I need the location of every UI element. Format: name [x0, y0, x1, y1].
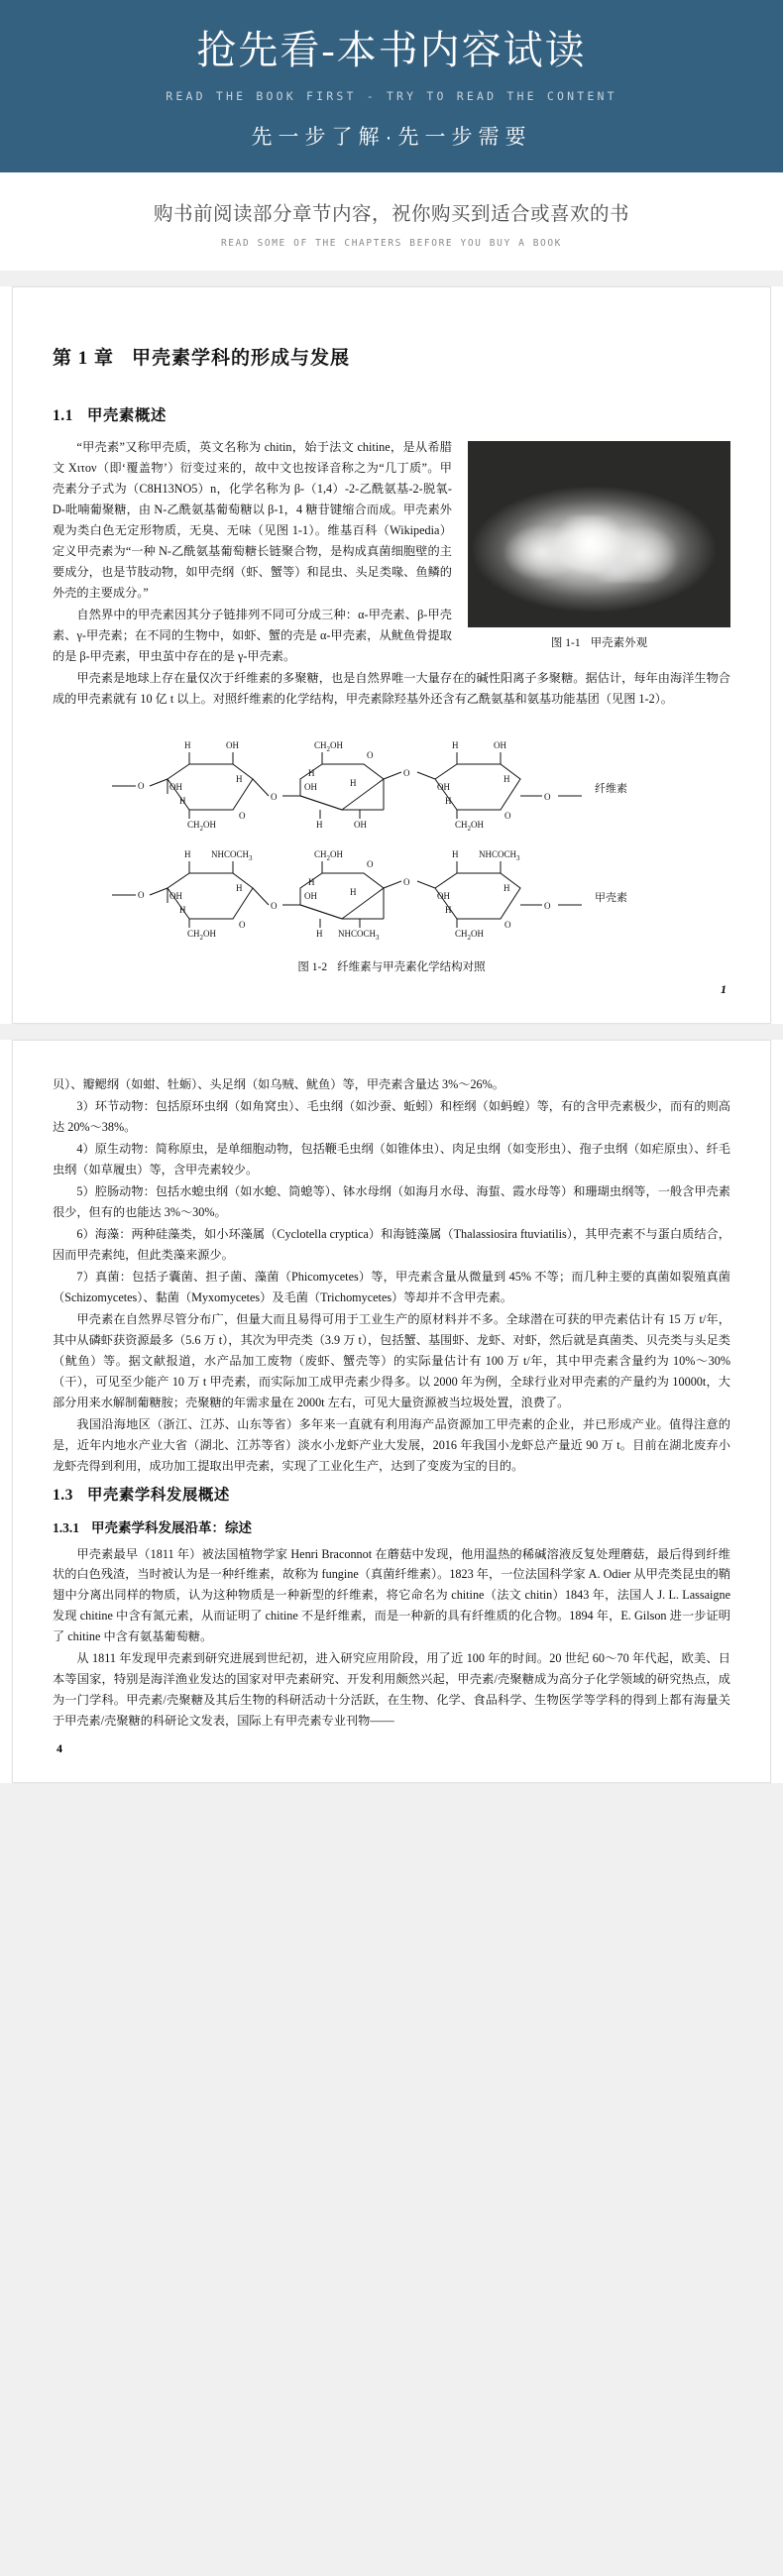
- svg-text:H: H: [308, 767, 315, 778]
- banner-subtitle-cn: 先一步了解·先一步需要: [251, 126, 532, 149]
- figure-1-2-text: 纤维素与甲壳素化学结构对照: [337, 960, 486, 973]
- figure-1-2: [53, 711, 730, 974]
- svg-text:H: H: [184, 739, 191, 750]
- paragraph: 6）海藻：两种硅藻类，如小环藻属（Cyclotella cryptica）和海链藻属（Thalassiosira ftuviatilis），其甲壳素不与蛋白质结合，因而甲壳素纯，但此类藻来源少。: [53, 1226, 730, 1262]
- subheader-en: READ SOME OF THE CHAPTERS BEFORE YOU BUY A BOOK: [220, 238, 562, 249]
- svg-text:O: O: [544, 900, 551, 911]
- chemical-structure-diagram: [94, 725, 689, 952]
- svg-text:CH2OH: $CH_2OH$: [455, 819, 485, 833]
- svg-text:OH: OH: [169, 781, 182, 792]
- section-number-1-3-1: 1.3.1: [53, 1519, 79, 1535]
- svg-text:H: H: [308, 876, 315, 887]
- svg-text:NHCOCH3: $NHCOCH_3$: [211, 848, 253, 862]
- page-tail-gap: [0, 1783, 783, 1801]
- figure-1-2-caption: [53, 958, 730, 974]
- svg-text:O: O: [367, 749, 374, 760]
- page-gap: [0, 271, 783, 286]
- svg-text:OH: OH: [226, 739, 239, 750]
- svg-text:OH: OH: [304, 890, 317, 901]
- banner-title: 抢先看-本书内容试读: [196, 28, 587, 72]
- svg-text:纤维素: 纤维素: [595, 782, 627, 795]
- svg-text:H: H: [316, 819, 323, 830]
- svg-text:NHCOCH3: $NHCOCH_3$: [338, 928, 380, 942]
- svg-text:H: H: [452, 739, 459, 750]
- svg-text:H: H: [236, 773, 243, 784]
- figure-1-2-number: 图 1-2: [297, 960, 328, 973]
- svg-text:H: H: [236, 882, 243, 893]
- svg-text:O: O: [544, 791, 551, 802]
- book-page-2: [12, 1040, 771, 1784]
- page-number-1: 1: [721, 981, 727, 996]
- book-page-1: [12, 286, 771, 1024]
- svg-text:OH: OH: [354, 819, 367, 830]
- page-gap: [0, 1024, 783, 1040]
- paragraph: “甲壳素”又称甲壳质，英文名称为 chitin，始于法文 chitine，是从希腊文 Χιτον（即‘覆盖物’）衍变过来的，故中文也按译音称之为“几丁质”。甲壳素分子式为（C8H13NO5）n，化学名称为 β-（1,4）-2-乙酰氨基-2-脱氧-D-吡喃葡聚糖，由 N-乙酰氨基葡萄糖以 β-1，4 糖苷键缩合而成。甲壳素外观为类白色无定形物质，无臭、无味（见图 1-1）。维基百科（Wikipedia）定义甲壳素为“一种 N-乙酰氨基葡萄糖长链聚合物，是构成真菌细胞壁的主要成分，也是节肢动物，如甲壳纲（虾、蟹等）和昆虫、头足类喙、鱼鳞的外壳的主要成分。”: [53, 440, 452, 600]
- section-heading-1-1: [53, 403, 730, 425]
- paragraph: 贝）、瓣鳃纲（如蚶、牡蛎）、头足纲（如乌贼、鱿鱼）等，甲壳素含量达 3%～26%。: [53, 1076, 504, 1091]
- svg-text:NHCOCH3: $NHCOCH_3$: [479, 848, 520, 862]
- section-number-1-3: 1.3: [53, 1486, 73, 1504]
- chapter-title: [53, 343, 730, 370]
- svg-text:OH: OH: [437, 890, 450, 901]
- svg-text:H: H: [179, 795, 186, 806]
- svg-text:CH2OH: $CH_2OH$: [455, 928, 485, 942]
- promo-banner: [0, 0, 783, 172]
- svg-text:O: O: [403, 767, 410, 778]
- svg-text:CH2OH: $CH_2OH$: [187, 819, 217, 833]
- svg-text:H: H: [184, 848, 191, 859]
- paragraph: 7）真菌：包括子囊菌、担子菌、藻菌（Phicomycetes）等，甲壳素含量从微量到 45% 不等；而几种主要的真菌如裂殖真菌（Schizomycetes）、黏菌（Myxomycetes）及毛菌（Trichomycetes）等却并不含甲壳素。: [53, 1269, 730, 1304]
- svg-text:O: O: [138, 889, 145, 900]
- paragraph: 5）腔肠动物：包括水螅虫纲（如水螅、筒螅等）、钵水母纲（如海月水母、海蜇、霞水母等）和珊瑚虫纲等，一般含甲壳素很少，但有的也能达 3%～30%。: [53, 1183, 730, 1219]
- svg-text:H: H: [179, 904, 186, 915]
- svg-text:O: O: [504, 810, 511, 821]
- section-number-1-1: 1.1: [53, 407, 73, 424]
- section-title-1-3: 甲壳素学科发展概述: [86, 1486, 230, 1504]
- svg-text:H: H: [350, 886, 357, 897]
- paragraph: 4）原生动物：简称原虫，是单细胞动物，包括鞭毛虫纲（如锥体虫）、肉足虫纲（如变形虫）、孢子虫纲（如疟原虫）、纤毛虫纲（如草履虫）等，含甲壳素较少。: [53, 1141, 730, 1176]
- svg-text:H: H: [452, 848, 459, 859]
- paragraph: 甲壳素最早（1811 年）被法国植物学家 Henri Braconnot 在蘑菇中发现，他用温热的稀碱溶液反复处理蘑菇，最后得到纤维状的白色残渣，当时被认为是一种纤维素，故称为 fungine（真菌纤维素）。1823 年，一位法国科学家 A. Odier 从甲壳类昆虫的鞘翅中分离出同样的物质，认为这种物质是一种新型的纤维素，将它命名为 chitine（法文 chitin）1843 年，法国人 J. L. Lassaigne 发现 chitine 中含有氮元素，从而证明了 chitine 不是纤维素，而是一种新的具有纤维质的化合物。1894 年，E. Gilson 进一步证明了 chitine 中含有氨基葡萄糖。: [53, 1546, 730, 1644]
- figure-1-1-text: 甲壳素外观: [590, 637, 648, 649]
- svg-text:O: O: [239, 919, 246, 930]
- svg-text:OH: OH: [494, 739, 506, 750]
- section-heading-1-3: [53, 1483, 730, 1505]
- svg-text:H: H: [503, 773, 510, 784]
- svg-text:CH2OH: $CH_2OH$: [187, 928, 217, 942]
- svg-text:O: O: [271, 900, 278, 911]
- svg-text:H: H: [445, 795, 452, 806]
- svg-text:H: H: [350, 777, 357, 788]
- svg-text:O: O: [367, 858, 374, 869]
- svg-text:O: O: [138, 780, 145, 791]
- svg-text:O: O: [271, 791, 278, 802]
- svg-text:OH: OH: [437, 781, 450, 792]
- section-heading-1-3-1: [53, 1516, 730, 1536]
- svg-text:O: O: [504, 919, 511, 930]
- svg-text:O: O: [239, 810, 246, 821]
- paragraph: 3）环节动物：包括原环虫纲（如角窝虫）、毛虫纲（如沙蚕、蚯蚓）和桎纲（如蚂蝗）等，有的含甲壳素极少，而有的则高达 20%～38%。: [53, 1098, 730, 1134]
- svg-text:OH: OH: [169, 890, 182, 901]
- chitin-photo: [468, 441, 730, 627]
- paragraph: 自然界中的甲壳素因其分子链排列不同可分成三种：α-甲壳素、β-甲壳素、γ-甲壳素；在不同的生物中，如虾、蟹的壳是 α-甲壳素，从鱿鱼骨提取的是 β-甲壳素，甲虫茧中存在的是 γ-甲壳素。: [53, 607, 452, 663]
- subheader: [0, 172, 783, 271]
- figure-1-1: [468, 441, 730, 650]
- svg-text:甲壳素: 甲壳素: [595, 891, 627, 904]
- paragraph: 甲壳素是地球上存在量仅次于纤维素的多聚糖，也是自然界唯一大量存在的碱性阳离子多聚糖。据估计，每年由海洋生物合成的甲壳素就有 10 亿 t 以上。对照纤维素的化学结构，甲壳素除羟基外还含有乙酰氨基和氨基功能基团（见图 1-2）。: [53, 670, 730, 706]
- figure-1-1-caption: [468, 634, 730, 650]
- paragraph: 甲壳素在自然界尽管分布广，但量大而且易得可用于工业生产的原材料并不多。全球潜在可获的甲壳素估计有 15 万 t/年，其中从磷虾获资源最多（5.6 万 t），其次为甲壳类（3.9 万 t），包括蟹、基围虾、龙虾、对虾，然后就是真菌类、贝壳类与头足类（鱿鱼）等。据文献报道，水产品加工废物（废虾、蟹壳等）的实际量估计有 100 万 t/年，其中甲壳素含量约为 10%～30%（干），可见至少能产 10 万 t 甲壳素，而实际加工成甲壳素少得多。以 2000 年为例，全球行业对甲壳素的产量约为 10000t，大部分用来水解制葡糖胺；壳聚糖的年需求量在 2000t 左右，可见大量资源被当垃圾处置，浪费了。: [53, 1311, 730, 1409]
- subheader-cn: 购书前阅读部分章节内容，祝你购买到适合或喜欢的书: [153, 203, 629, 225]
- svg-text:OH: OH: [304, 781, 317, 792]
- chapter-number: 第 1 章: [53, 348, 115, 369]
- chapter-title-text: 甲壳素学科的形成与发展: [132, 348, 351, 369]
- svg-text:O: O: [403, 876, 410, 887]
- paragraph: 我国沿海地区（浙江、江苏、山东等省）多年来一直就有利用海产品资源加工甲壳素的企业，并已形成产业。值得注意的是，近年内地水产业大省（湖北、江苏等省）淡水小龙虾产业大发展，2016 年我国小龙虾总产量近 90 万 t。目前在湖北废弃小龙虾壳得到利用，成功加工提取出甲壳素，实现了工业化生产，达到了变废为宝的目的。: [53, 1416, 730, 1473]
- svg-text:H: H: [503, 882, 510, 893]
- section-title-1-1: 甲壳素概述: [86, 407, 167, 424]
- figure-1-1-number: 图 1-1: [550, 637, 581, 649]
- banner-subtitle-en: READ THE BOOK FIRST - TRY TO READ THE CONTENT: [166, 89, 617, 103]
- svg-text:CH2OH: $CH_2OH$: [314, 848, 344, 862]
- svg-text:H: H: [316, 928, 323, 939]
- section-title-1-3-1: 甲壳素学科发展沿革：综述: [91, 1519, 252, 1535]
- svg-text:H: H: [445, 904, 452, 915]
- svg-text:CH2OH: $CH_2OH$: [314, 739, 344, 753]
- paragraph: 从 1811 年发现甲壳素到研究进展到世纪初，进入研究应用阶段，用了近 100 年的时间。20 世纪 60～70 年代起，欧美、日本等国家，特别是海洋渔业发达的国家对甲壳素研究、开发利用颇然兴起，甲壳素/壳聚糖成为高分子化学领域的研究热点，成为一门学科。甲壳素/壳聚糖及其后生物的科研活动十分活跃，在生物、化学、食品科学、生物医学等学科的得到上都有海量关于甲壳素/壳聚糖的科研论文发表，国际上有甲壳素专业刊物——: [53, 1651, 730, 1729]
- page-number-2: 4: [56, 1741, 62, 1756]
